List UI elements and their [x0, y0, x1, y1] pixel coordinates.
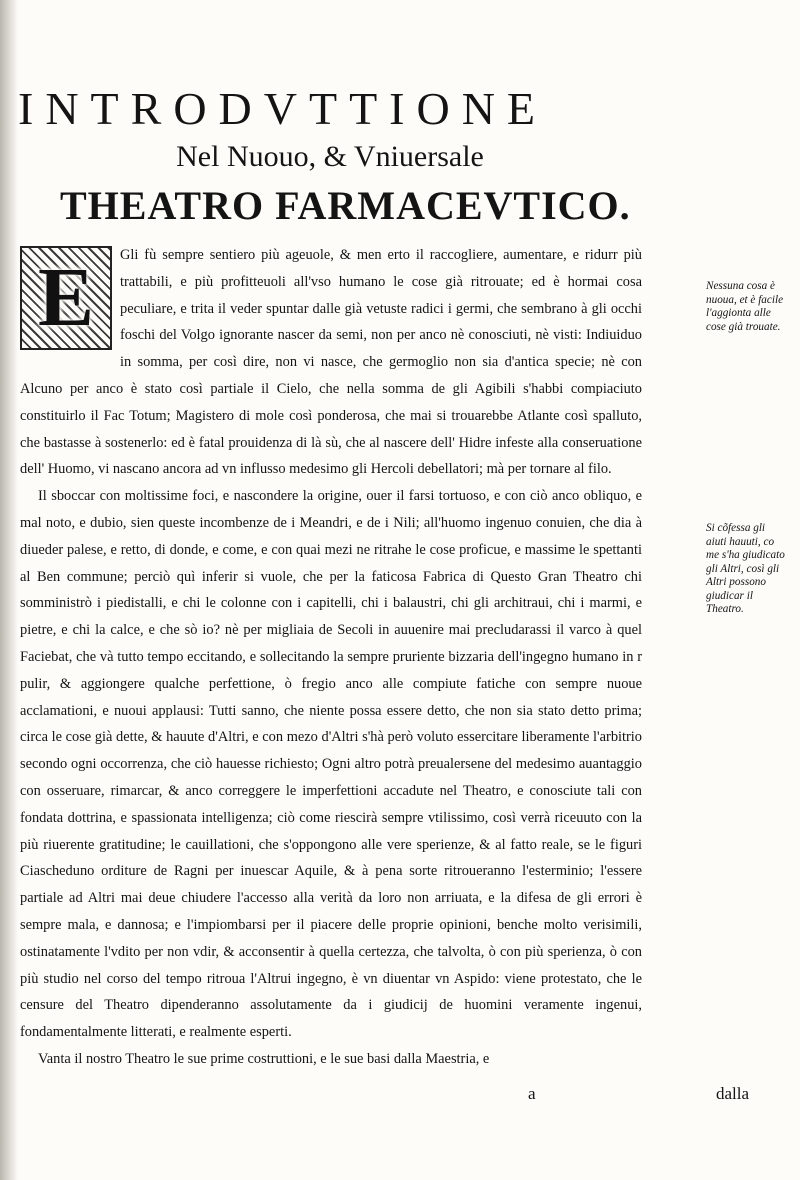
main-text — [20, 242, 642, 1073]
signature-mark: a — [528, 1084, 536, 1103]
initial-letter: E — [37, 251, 95, 344]
paragraph-2: Il sboccar con moltissime foci, e nascondere la origine, ouer il farsi tortuoso, e con ciò anco obliquo, e mal noto, e dubio, sien queste incombenze de i Meandri, e de i Nili; all'huomo ingenuo conuien, che dia à diueder palese, e retto, di donde, e come, e con quai mezi ne ritrahe le cose proficue, e massime le spettanti al Ben commune; perciò quì inferir si vuole, che per la faticosa Fabrica di Questo Gran Theatro chi somministrò i piedistalli, e chi le colonne con i capitelli, chi i balaustri, chi gli architraui, chi i marmi, e pietre, e chi la calce, e che sò io? nè per migliaia de Secoli in auuenire mai precludarassi il varco à quel Faciebat, che và tutto tempo eccitando, e sollecitando la sempre pruriente bizzaria dell'ingegno humano in r pulir, & aggiongere qualche perfettione, ò fregio anco alle compiute fatiche con sempre nuoue acclamationi, e nuoui applausi: Tutti sanno, che niente possa essere detto, che non sia stato detto prima; circa le cose già dette, & hauute d'Altri, e con mezo d'Altri s'hà però voluto essercitare liberamente l'arbitrio secondo ogni occorrenza, che ciò hauesse richiesto; Ogni altro potrà preualersene del medesimo auantaggio con osseruare, rimarcar, & anco correggere le imperfettioni accadute nel Theatro, e conosciute tali con fondata dottrina, e spassionata intelligenza; ciò come riescirà sempre vtilissimo, così verrà riceuuto con la più riuerente gratitudine; le cauillationi, che s'oppongono alle vere sperienze, & al fatto reale, se le figuri Ciascheduno orditure de Ragni per inuescar Aquile, & à pena sorte ritroueranno l'esterminio; l'essere partiale ad Altri mai deue chiudere l'accesso alla verità da loro non arriuata, e la difesa de gli errori è sempre mala, e dannosa; e l'impiombarsi per il piacere delle proprie opinioni, benche molto verisimili, ostinatamente l'vdito per non vdir, & acconsentir à quella certezza, che talvolta, ò con più sperienza, ò con più studio nel corso del tempo ritroua l'Altrui ingegno, è vn diuentar vn Aspido: viene protestato, che le censure del Theatro dipenderanno assolutamente da i giudicij de huomini veramente ingenui, fondamentalmente litterati, e realmente esperti. — [20, 488, 642, 1041]
margin-note-1: Nessuna cosa è nuoua, et è facile l'aggionta alle cose già trouate. — [706, 280, 784, 333]
paragraph-3: Vanta il nostro Theatro le sue prime costruttioni, e le sue basi dalla Maestria, e — [38, 1050, 490, 1067]
catchword: dalla — [716, 1084, 750, 1103]
paragraph-1 — [20, 242, 642, 483]
title-theatro-farmaceutico: THEATRO FARMACEVTICO. — [60, 183, 631, 228]
ornamental-initial-E — [20, 246, 112, 350]
page-gutter-shadow — [0, 0, 18, 1180]
paragraph-1-text: Gli fù sempre sentiero più ageuole, & men erto il raccogliere, aumentare, e ridurr più trattabili, e più profitteuoli all'vso humano le cose già ritrouate; ed è hormai cosa peculiare, e trita il veder spuntar dalle già vetuste radici i germi, che sembrano à gli occhi foschi del Volgo ignorante nascer da semi, non per anco nè conosciuti, nè visti: Indiuiduo in somma, per così dire, non vi nasce, che germoglio non sia d'antica specie; nè con Alcuno per anco è stato così partiale il Cielo, che nella somma de gli Agibili s'habbi compiaciuto constituirlo il Fac Totum; Magistero di mole così ponderosa, che mai si trouarebbe Atlante così spalluto, che bastasse à sostenerlo: ed è fatal prouidenza di là sù, che al nascere dell' Hidre infeste alla conseruatione dell' Huomo, vi nascano ancora ad vn influsso medesimo gli Hercoli debellatori; mà per tornare al filo. — [20, 247, 642, 478]
title-introduttione: INTRODVTTIONE — [18, 83, 548, 134]
title-subtitle: Nel Nuouo, & Vniuersale — [176, 140, 484, 173]
margin-note-2: Si cõfessa gli aiuti hauuti, co me s'ha giudicato gli Altri, così gli Altri possono giudicar il Theatro. — [706, 522, 785, 615]
